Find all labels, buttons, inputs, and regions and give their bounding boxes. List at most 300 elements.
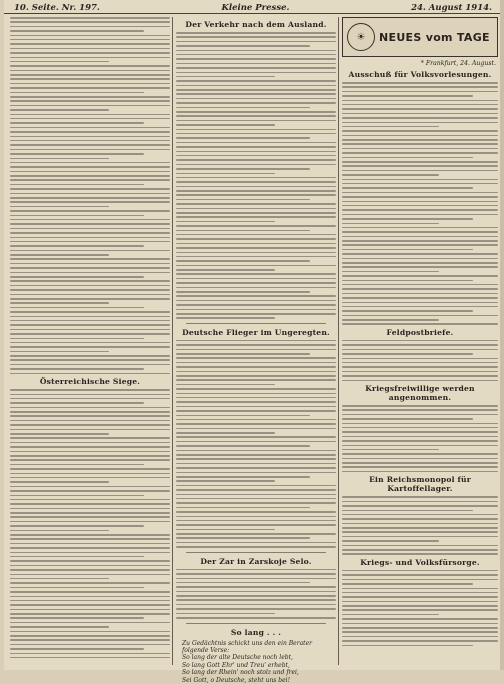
text-line — [10, 215, 144, 217]
text-line — [10, 653, 170, 655]
text-line — [342, 449, 439, 451]
article-body — [10, 389, 170, 658]
text-line — [176, 181, 336, 183]
text-line — [176, 608, 336, 610]
text-line — [10, 373, 170, 375]
text-line — [176, 467, 336, 469]
text-line — [10, 351, 109, 353]
text-line — [342, 148, 498, 150]
text-line — [342, 95, 473, 97]
text-line — [10, 280, 170, 282]
text-line — [176, 516, 336, 518]
text-line — [342, 288, 498, 290]
text-line — [10, 622, 170, 624]
text-line — [342, 187, 473, 189]
divider — [186, 623, 326, 624]
text-line — [176, 546, 336, 548]
text-line — [342, 579, 498, 581]
poem-line: So lang Gott Ehr' und Treu' erhebt, — [182, 661, 290, 669]
text-line — [342, 113, 498, 115]
text-line — [176, 208, 336, 210]
text-line — [176, 238, 336, 240]
text-line — [10, 582, 170, 584]
article-heading: Kriegs- und Volksfürsorge. — [360, 557, 480, 567]
poem-line: Sei Gott, o Deutsche, steht uns bei! — [182, 676, 291, 684]
text-line — [176, 282, 336, 284]
text-line — [10, 464, 144, 466]
text-line — [10, 604, 170, 606]
text-line — [176, 111, 336, 113]
text-line — [342, 409, 498, 411]
text-line — [10, 433, 109, 435]
article-body — [342, 570, 498, 646]
text-line — [10, 140, 170, 142]
text-line — [10, 459, 170, 461]
text-line — [10, 547, 170, 549]
text-line — [10, 193, 170, 195]
text-line — [10, 294, 170, 296]
text-line — [342, 108, 498, 110]
text-line — [176, 344, 336, 346]
text-line — [10, 96, 170, 98]
text-line — [176, 203, 336, 205]
text-line — [176, 371, 336, 373]
text-line — [176, 604, 336, 606]
text-line — [176, 379, 336, 381]
text-line — [176, 393, 336, 395]
text-line — [342, 344, 498, 346]
text-line — [176, 476, 310, 478]
text-line — [342, 253, 498, 255]
text-line — [10, 92, 144, 94]
text-line — [10, 52, 170, 54]
text-line — [176, 76, 275, 78]
text-line — [342, 440, 498, 442]
text-line — [10, 219, 170, 221]
text-line — [10, 175, 170, 177]
text-line — [10, 503, 170, 505]
text-line — [176, 309, 336, 311]
text-line — [10, 364, 170, 366]
text-line — [10, 560, 170, 562]
text-line — [342, 86, 498, 88]
text-line — [342, 609, 498, 611]
text-line — [176, 225, 336, 227]
text-line — [342, 122, 498, 124]
text-line — [342, 293, 498, 295]
article-body — [10, 17, 170, 374]
text-line — [10, 565, 170, 567]
poem-line: So lang der alte Deutsche noch lebt, — [182, 654, 293, 662]
text-line — [10, 83, 170, 85]
text-line — [342, 205, 498, 207]
text-line — [10, 424, 170, 426]
text-line — [10, 26, 170, 28]
text-line — [10, 276, 144, 278]
text-line — [176, 445, 310, 447]
text-line — [342, 549, 498, 551]
text-line — [342, 423, 498, 425]
text-line — [10, 477, 170, 479]
text-line — [176, 221, 275, 223]
text-line — [342, 462, 498, 464]
text-line — [176, 212, 336, 214]
text-line — [10, 429, 170, 431]
text-line — [342, 192, 498, 194]
text-line — [10, 30, 144, 32]
text-line — [10, 311, 170, 313]
text-line — [176, 599, 336, 601]
text-line — [10, 70, 170, 72]
text-line — [10, 556, 144, 558]
text-line — [342, 349, 498, 351]
text-line — [342, 458, 498, 460]
text-line — [342, 636, 498, 638]
text-line — [342, 266, 498, 268]
text-line — [176, 120, 336, 122]
text-line — [176, 36, 336, 38]
text-line — [10, 109, 109, 111]
text-line — [342, 510, 473, 512]
text-line — [342, 340, 498, 342]
text-line — [10, 473, 170, 475]
text-line — [176, 591, 336, 593]
text-line — [10, 359, 170, 361]
article-heading: Der Zar in Zarskoje Selo. — [200, 556, 312, 566]
text-line — [176, 397, 336, 399]
text-line — [176, 146, 336, 148]
text-line — [176, 89, 336, 91]
text-line — [176, 199, 310, 201]
text-line — [176, 50, 336, 52]
text-line — [176, 533, 336, 535]
text-line — [176, 124, 275, 126]
text-line — [10, 333, 170, 335]
text-line — [176, 273, 336, 275]
text-line — [10, 316, 170, 318]
text-line — [176, 168, 310, 170]
poem-heading: So lang . . . — [230, 627, 282, 637]
text-line — [342, 588, 498, 590]
text-line — [176, 186, 336, 188]
text-line — [342, 570, 498, 572]
text-line — [176, 463, 336, 465]
text-line — [10, 122, 144, 124]
divider — [186, 552, 326, 553]
text-line — [342, 505, 498, 507]
text-line — [342, 436, 498, 438]
text-line — [176, 67, 336, 69]
text-line — [10, 78, 170, 80]
text-line — [10, 201, 170, 203]
text-line — [176, 133, 336, 135]
text-line — [176, 542, 336, 544]
text-line — [10, 626, 109, 628]
text-line — [176, 375, 336, 377]
text-line — [176, 511, 336, 513]
text-line — [342, 240, 498, 242]
text-line — [10, 272, 170, 274]
text-line — [342, 139, 498, 141]
text-line — [10, 184, 144, 186]
text-line — [176, 32, 336, 34]
text-line — [176, 406, 336, 408]
text-line — [342, 358, 498, 360]
text-line — [342, 315, 498, 317]
column-2 — [176, 17, 336, 684]
text-line — [10, 596, 170, 598]
text-line — [342, 518, 498, 520]
text-line — [10, 609, 170, 611]
text-line — [176, 357, 336, 359]
text-line — [10, 552, 170, 554]
text-line — [10, 657, 170, 659]
text-line — [176, 419, 336, 421]
text-line — [176, 98, 336, 100]
text-line — [342, 536, 498, 538]
newspaper-page — [4, 0, 500, 684]
text-line — [342, 640, 498, 642]
text-line — [10, 512, 170, 514]
text-line — [10, 223, 170, 225]
text-line — [10, 600, 170, 602]
text-line — [176, 129, 336, 131]
text-line — [10, 118, 170, 120]
article-body — [176, 340, 336, 548]
text-line — [10, 644, 170, 646]
text-line — [176, 164, 336, 166]
text-line — [342, 223, 439, 225]
text-line — [342, 523, 498, 525]
text-line — [10, 188, 170, 190]
page-header — [4, 0, 500, 14]
text-line — [342, 645, 473, 647]
paper-name: Kleine Presse. — [221, 2, 290, 13]
text-line — [10, 171, 170, 173]
text-line — [176, 578, 336, 580]
text-line — [10, 254, 109, 256]
text-line — [10, 420, 170, 422]
text-line — [10, 61, 109, 63]
text-line — [176, 613, 275, 615]
text-line — [10, 342, 170, 344]
text-line — [10, 307, 144, 309]
text-line — [10, 538, 170, 540]
text-line — [342, 130, 498, 132]
text-line — [342, 453, 498, 455]
text-line — [342, 418, 473, 420]
text-line — [176, 480, 275, 482]
text-line — [342, 466, 498, 468]
text-line — [176, 313, 336, 315]
text-line — [342, 214, 498, 216]
text-line — [10, 355, 170, 357]
text-line — [176, 216, 336, 218]
text-line — [342, 244, 498, 246]
text-line — [10, 267, 170, 269]
article-heading: Der Verkehr nach dem Ausland. — [185, 20, 327, 29]
text-line — [10, 543, 170, 545]
masthead-logo — [342, 17, 498, 57]
article-heading: Kriegsfreiwillige werden angenommen. — [365, 384, 475, 402]
text-line — [176, 349, 336, 351]
text-line — [10, 241, 170, 243]
sun-icon: ☀ — [347, 23, 375, 51]
text-line — [10, 228, 170, 230]
text-line — [176, 582, 310, 584]
text-line — [10, 490, 170, 492]
text-line — [342, 540, 439, 542]
text-line — [342, 623, 498, 625]
text-line — [176, 401, 336, 403]
text-line — [10, 237, 170, 239]
text-line — [10, 87, 170, 89]
text-line — [10, 516, 170, 518]
text-line — [176, 617, 336, 619]
text-line — [176, 85, 336, 87]
text-line — [176, 151, 336, 153]
text-line — [176, 300, 336, 302]
text-line — [342, 271, 439, 273]
text-line — [176, 260, 310, 262]
text-line — [10, 639, 170, 641]
text-line — [342, 375, 498, 377]
text-line — [10, 258, 170, 260]
text-line — [342, 161, 498, 163]
text-line — [10, 338, 144, 340]
text-line — [342, 405, 498, 407]
text-line — [10, 197, 170, 199]
text-line — [10, 398, 170, 400]
text-line — [10, 100, 170, 102]
text-line — [176, 265, 336, 267]
text-line — [342, 174, 439, 176]
text-line — [10, 105, 170, 107]
text-line — [10, 65, 170, 67]
text-line — [342, 82, 498, 84]
text-line — [10, 368, 144, 370]
text-line — [10, 346, 170, 348]
text-line — [176, 177, 336, 179]
text-line — [176, 502, 336, 504]
text-line — [176, 472, 336, 474]
text-line — [10, 574, 170, 576]
text-line — [342, 165, 498, 167]
text-line — [10, 114, 170, 116]
text-line — [342, 310, 473, 312]
text-line — [342, 280, 473, 282]
text-line — [342, 545, 498, 547]
text-line — [342, 574, 498, 576]
text-line — [176, 287, 336, 289]
text-line — [10, 74, 170, 76]
text-line — [10, 39, 170, 41]
text-line — [176, 450, 336, 452]
text-line — [176, 410, 336, 412]
poem-line: So lang der Rhein' noch stolz und frei, — [182, 669, 299, 677]
text-line — [176, 520, 336, 522]
text-line — [176, 295, 336, 297]
text-line — [176, 498, 336, 500]
text-line — [10, 525, 144, 527]
text-line — [342, 431, 498, 433]
text-line — [176, 190, 336, 192]
text-line — [10, 415, 170, 417]
text-line — [10, 389, 170, 391]
text-line — [10, 153, 144, 155]
text-line — [10, 210, 170, 212]
article-heading: Ausschuß für Volksvorlesungen. — [348, 70, 492, 79]
text-line — [176, 256, 336, 258]
text-line — [342, 179, 498, 181]
text-line — [342, 170, 498, 172]
text-line — [342, 218, 473, 220]
text-line — [342, 371, 498, 373]
text-line — [10, 631, 170, 633]
text-line — [342, 496, 498, 498]
text-line — [342, 362, 498, 364]
article-body — [342, 405, 498, 472]
text-line — [342, 414, 498, 416]
text-line — [10, 613, 170, 615]
text-line — [176, 291, 310, 293]
dateline: * Frankfurt, 24. August. — [420, 60, 496, 67]
text-line — [10, 569, 170, 571]
column-3 — [342, 17, 498, 665]
text-line — [10, 298, 170, 300]
text-line — [10, 250, 170, 252]
text-line — [342, 614, 439, 616]
text-line — [342, 631, 498, 633]
text-line — [342, 445, 498, 447]
text-line — [10, 411, 170, 413]
text-line — [10, 166, 170, 168]
text-line — [342, 135, 498, 137]
divider — [186, 323, 326, 324]
text-line — [342, 531, 498, 533]
text-line — [176, 494, 336, 496]
text-line — [10, 394, 170, 396]
text-line — [176, 173, 275, 175]
text-line — [176, 441, 336, 443]
text-line — [342, 227, 498, 229]
text-line — [342, 366, 498, 368]
text-line — [342, 596, 498, 598]
text-line — [10, 495, 144, 497]
text-line — [176, 58, 336, 60]
text-line — [342, 618, 498, 620]
text-line — [176, 252, 336, 254]
article-heading: Feldpostbriefe. — [386, 327, 454, 337]
text-line — [176, 234, 336, 236]
text-line — [342, 201, 498, 203]
text-line — [342, 514, 498, 516]
text-line — [176, 423, 336, 425]
text-line — [10, 521, 170, 523]
text-line — [176, 340, 336, 342]
article-body — [342, 496, 498, 555]
text-line — [10, 324, 170, 326]
text-line — [176, 529, 275, 531]
text-line — [10, 158, 109, 160]
text-line — [176, 142, 336, 144]
article-body — [176, 569, 336, 619]
text-line — [176, 247, 336, 249]
text-line — [176, 569, 336, 571]
text-line — [176, 573, 336, 575]
text-line — [176, 366, 336, 368]
text-line — [176, 362, 336, 364]
